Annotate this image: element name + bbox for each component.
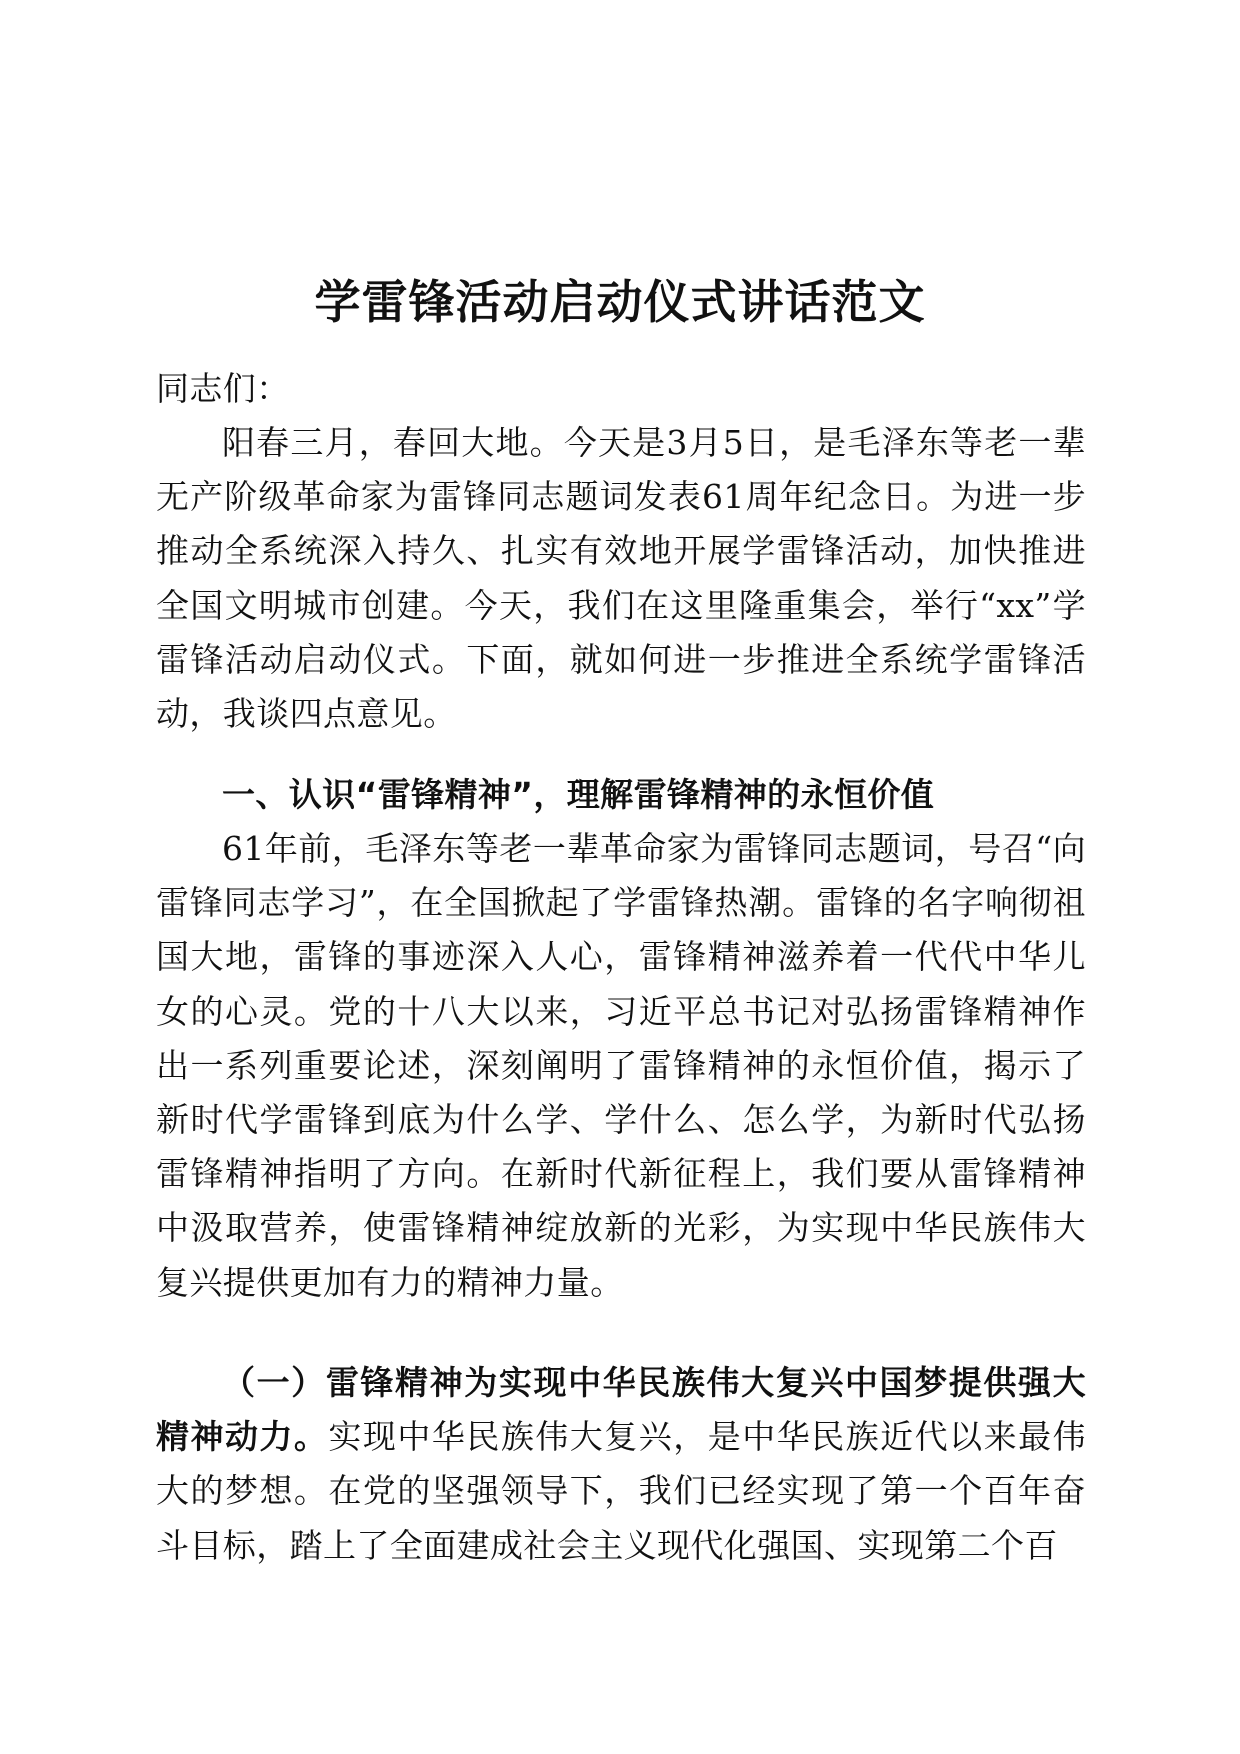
subsection-body-text: 实现中华民族伟大复兴，是中华民族近代以来最伟大的梦想。在党的坚强领导下，我们已经实现了第一个百年奋斗目标，踏上了全面建成社会主义现代化强国、实现第二个百 [156, 1417, 1086, 1565]
section-heading-one: 一、认识“雷锋精神”，理解雷锋精神的永恒价值 [222, 775, 935, 814]
paragraph-opening: 阳春三月，春回大地。今天是3月5日，是毛泽东等老一辈无产阶级革命家为雷锋同志题词发表61周年纪念日。为进一步推动全系统深入持久、扎实有效地开展学雷锋活动，加快推进全国文明城市创建。今天，我们在这里隆重集会，举行“xx”学雷锋活动启动仪式。下面，就如何进一步推进全系统学雷锋活动，我谈四点意见。 [156, 423, 1086, 734]
salutation: 同志们： [156, 369, 290, 408]
subsection-lead-sentence: （一）雷锋精神为实现中华民族伟大复兴中国梦提供强大精神动力。 [156, 1363, 1086, 1457]
paragraph-section-one: 61年前，毛泽东等老一辈革命家为雷锋同志题词，号召“向雷锋同志学习”，在全国掀起了学雷锋热潮。雷锋的名字响彻祖国大地，雷锋的事迹深入人心，雷锋精神滋养着一代代中华儿女的心灵。党的十八大以来，习近平总书记对弘扬雷锋精神作出一系列重要论述，深刻阐明了雷锋精神的永恒价值，揭示了新时代学雷锋到底为什么学、学什么、怎么学，为新时代弘扬雷锋精神指明了方向。在新时代新征程上，我们要从雷锋精神中汲取营养，使雷锋精神绽放新的光彩，为实现中华民族伟大复兴提供更加有力的精神力量。 [156, 829, 1086, 1302]
paragraph-subsection-one [156, 1356, 1086, 1573]
document-title: 学雷锋活动启动仪式讲话范文 [314, 275, 926, 329]
